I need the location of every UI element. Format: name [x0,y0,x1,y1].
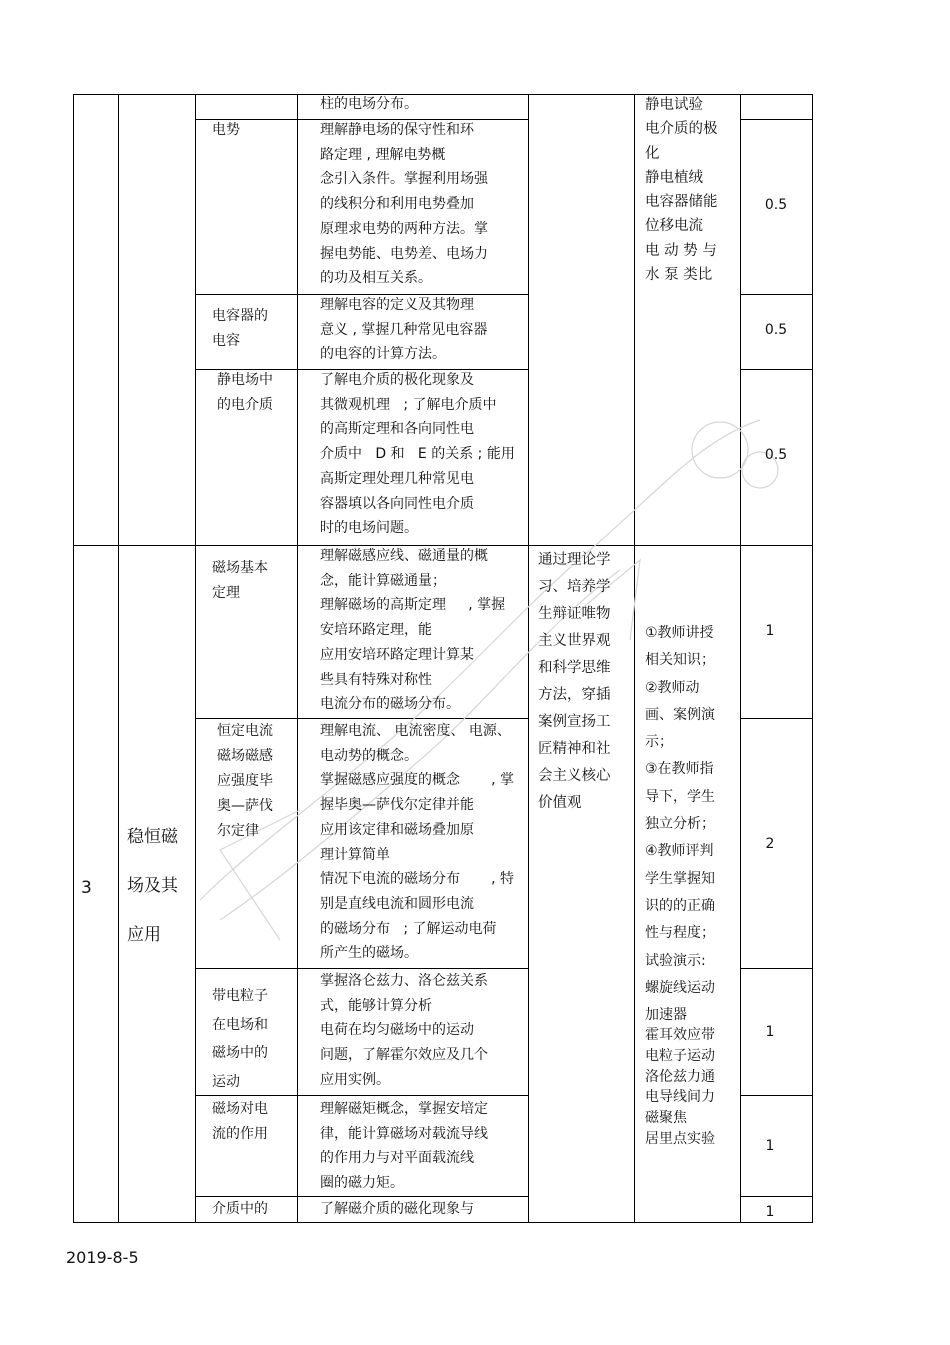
objective-cell: 理解电容的定义及其物理 意义 , 掌握几种常见电容器 的电容的计算方法。 [320,297,488,363]
topic-name-cell: 电势 [212,122,240,138]
col-line [118,94,119,1223]
objective-cell: 了解电介质的极化现象及 其微观机理 ; 了解电介质中 的高斯定理和各向同性电 介质中 D 和 E 的关系 ; 能用 高斯定理处理几种常见电 容器填以各向同性电介质 时的电场问题。 [320,372,515,537]
col-line [812,94,813,1223]
row-line [740,369,813,370]
footer-date: 2019-8-5 [66,1248,139,1267]
row-line [740,1095,813,1096]
hours-cell: 0.5 [764,197,788,213]
hours-cell: 1 [765,1204,775,1220]
topic-name-cell: 磁场对电 流的作用 [212,1101,268,1142]
objective-cell: 理解磁矩概念，掌握安培定 律，能计算磁场对载流导线 的作用力与对平面载流线 圈的磁力矩。 [320,1101,488,1192]
topic-name-cell: 恒定电流 磁场磁感 应强度毕 奥—萨伐 尔定律 [217,723,273,839]
row-line [740,119,813,120]
row-line [73,1222,813,1223]
topic-name-cell: 电容器的 电容 [212,308,268,349]
objective-cell: 理解磁感应线、磁通量的概 念，能计算磁通量； 理解磁场的高斯定理 , 掌握 安培环路定理，能 应用安培环路定理计算某 些具有特殊对称性 电流分布的磁场分布。 [320,548,506,713]
demo-experiments-cell: 霍耳效应带 电粒子运动 洛伦兹力通 电导线间力 磁聚焦 居里点实验 [645,1027,715,1147]
hours-cell: 1 [765,1138,775,1154]
topic-name-cell: 静电场中 的电介质 [217,372,273,413]
objective-cell: 柱的电场分布。 [320,96,418,112]
hours-cell: 2 [765,836,775,852]
chapter-number: 3 [81,878,92,898]
objective-cell: 理解电流、 电流密度、 电源、 电动势的概念。 掌握磁感应强度的概念 , 掌 握毕奥—萨伐尔定律并能 应用该定律和磁场叠加原 理计算简单 情况下电流的磁场分布 , 特 别是直线电流和圆形电流 的磁场分布 ; 了解运动电荷 所产生的磁场。 [320,723,515,962]
chapter-title: 稳恒磁 场及其 应用 [127,827,178,945]
hours-cell: 1 [765,1024,775,1040]
objective-cell: 了解磁介质的磁化现象与 [320,1201,474,1217]
objective-cell: 理解静电场的保守性和环 路定理 , 理解电势概 念引入条件。掌握利用场强 的线积分和利用电势叠加 原理求电势的两种方法。掌 握电势能、电势差、电场力 的功及相互关系。 [320,122,488,287]
topic-name-cell: 磁场基本 定理 [212,560,268,601]
hours-cell: 1 [765,623,775,639]
hours-cell: 0.5 [764,322,788,338]
ideology-cell: 通过理论学 习、培养学 生辩证唯物 主义世界观 和科学思维 方法，穿插 案例宣扬工 匠精神和社 会主义核心 价值观 [538,552,611,811]
objective-cell: 掌握洛仑兹力、洛仑兹关系 式，能够计算分析 电荷在均匀磁场中的运动 问题，了解霍尔效应及几个 应用实例。 [320,973,488,1088]
col-line [73,94,74,1223]
row-line [740,294,813,295]
teaching-methods-cell: ①教师讲授 相关知识； ②教师动 画、案例演 示； ③在教师指 导下，学生 独立分析； ④教师评判 学生掌握知 识的的正确 性与程度； 试验演示: 螺旋线运动 加速器 [645,625,715,1024]
topic-name-cell: 带电粒子 在电场和 磁场中的 运动 [212,988,268,1090]
topic-name-cell: 介质中的 [212,1201,268,1217]
demo-experiments-cell: 静电试验 电介质的极 化 静电植绒 电容器储能 位移电流 电 动 势 与 水 泵 类比 [645,97,718,284]
hours-cell: 0.5 [764,447,788,463]
row-line [740,1196,813,1197]
